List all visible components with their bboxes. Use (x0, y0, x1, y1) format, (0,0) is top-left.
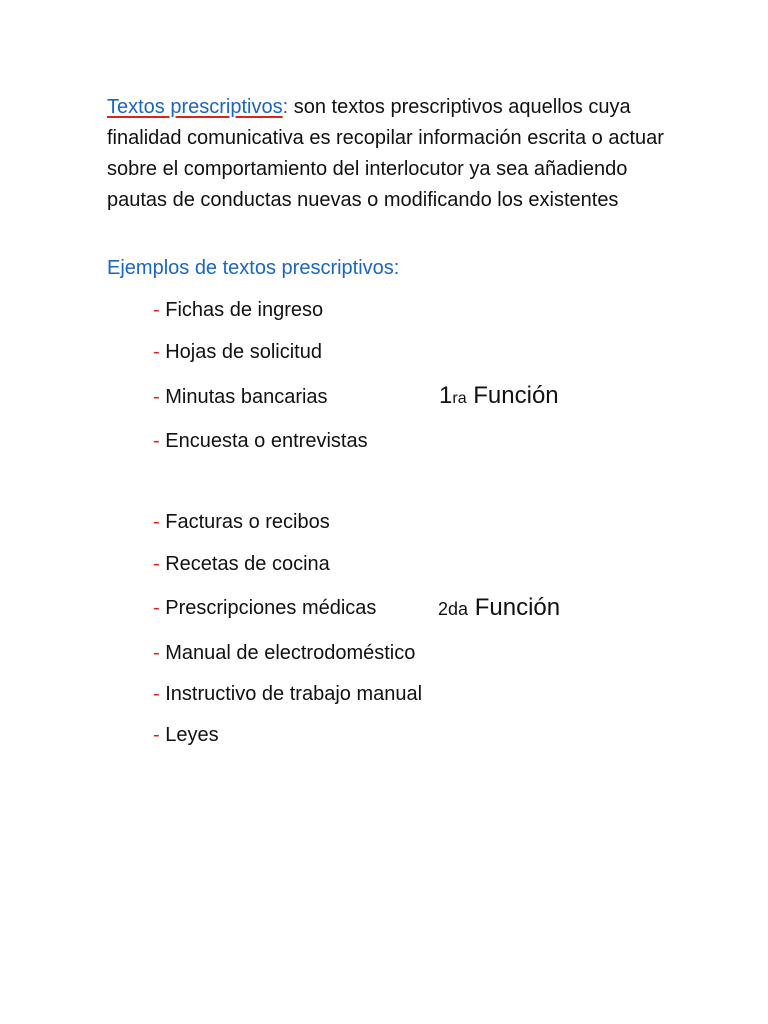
list-item-label: Facturas o recibos (165, 511, 330, 533)
list-dash: - (153, 511, 160, 533)
function-1-number: 1 (439, 382, 453, 409)
intro-term: Textos prescriptivos (107, 96, 283, 118)
list-item (153, 386, 328, 409)
function-2-word: Función (474, 594, 561, 621)
list-item-label: Leyes (165, 724, 219, 746)
list-dash: - (153, 597, 160, 619)
list-item-label: Fichas de ingreso (165, 299, 324, 321)
intro-text: son textos prescriptivos aquellos cuya finalidad comunicativa es recopilar información escrita o actuar sobre el comportamiento del interlocutor ya sea añadiendo pautas de conductas nuevas o modificando los existentes (107, 96, 664, 211)
function-2-number: 2 (438, 599, 449, 619)
function-1-label (439, 382, 559, 410)
list-item (153, 642, 415, 665)
function-2-label (438, 594, 560, 622)
list-item (153, 299, 323, 322)
list-dash: - (153, 386, 160, 408)
list-dash: - (153, 724, 160, 746)
list-item (153, 511, 330, 534)
list-item-label: Minutas bancarias (165, 386, 328, 408)
list-item (153, 430, 368, 453)
list-item-label: Manual de electrodoméstico (165, 642, 416, 664)
list-item (153, 683, 422, 706)
list-dash: - (153, 299, 160, 321)
function-1-suffix: ra (452, 390, 467, 407)
list-item (153, 341, 322, 364)
list-item (153, 597, 376, 620)
list-item-label: Recetas de cocina (165, 553, 330, 575)
list-dash: - (153, 341, 160, 363)
function-1-word: Función (473, 382, 559, 409)
list-dash: - (153, 553, 160, 575)
list-item-label: Encuesta o entrevistas (165, 430, 368, 452)
list-item (153, 553, 330, 576)
list-item-label: Prescripciones médicas (165, 597, 377, 619)
list-dash: - (153, 683, 160, 705)
examples-heading: Ejemplos de textos prescriptivos: (107, 257, 400, 279)
intro-colon: : (282, 96, 289, 118)
function-2-suffix: da (448, 599, 469, 619)
list-dash: - (153, 430, 160, 452)
list-item-label: Hojas de solicitud (165, 341, 322, 363)
list-item (153, 724, 219, 747)
list-dash: - (153, 642, 160, 664)
intro-paragraph (107, 92, 667, 216)
list-item-label: Instructivo de trabajo manual (165, 683, 423, 705)
